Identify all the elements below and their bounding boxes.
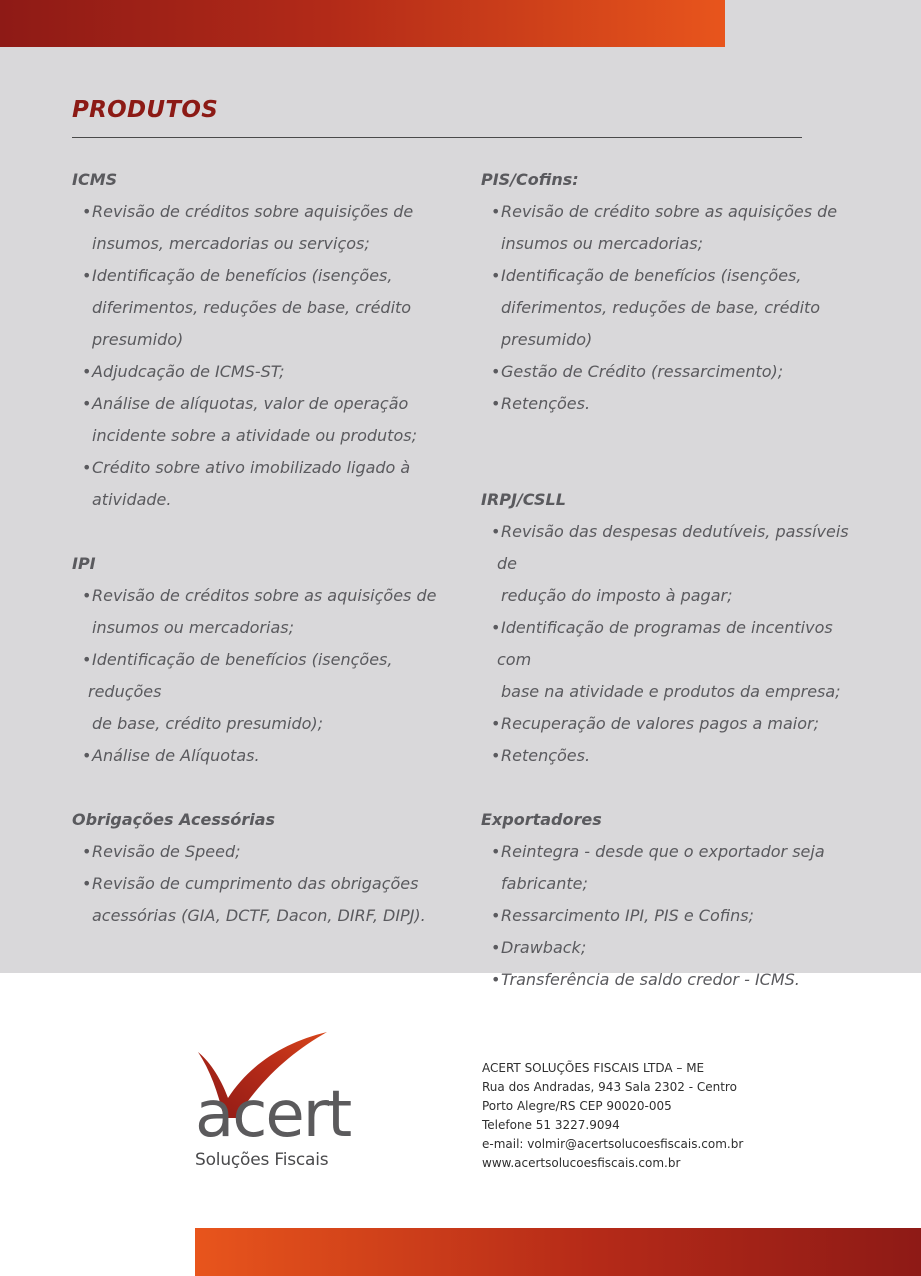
section-title: ICMS	[72, 170, 118, 189]
list-item-text: fabricante;	[501, 874, 588, 893]
contact-address: Rua dos Andradas, 943 Sala 2302 - Centro	[482, 1080, 737, 1094]
list-item-text: insumos ou mercadorias;	[92, 618, 294, 637]
list-item-continuation	[72, 324, 457, 356]
bullet-icon: •	[82, 202, 92, 221]
right-column	[481, 164, 871, 996]
product-section	[72, 164, 457, 516]
list-item-text: diferimentos, reduções de base, crédito	[92, 298, 412, 317]
list-item-continuation	[72, 420, 457, 452]
list-item-continuation	[72, 708, 457, 740]
bullet-icon: •	[82, 842, 92, 861]
list-item	[72, 356, 457, 388]
left-column	[72, 164, 457, 932]
bullet-icon: •	[491, 202, 501, 221]
list-item-continuation	[72, 900, 457, 932]
list-item-text: Revisão de Speed;	[92, 842, 241, 861]
list-item	[481, 964, 871, 996]
bullet-icon: •	[491, 938, 501, 957]
section-gap	[481, 772, 871, 804]
list-item	[481, 900, 871, 932]
section-gap	[481, 420, 871, 484]
top-accent-bar	[0, 0, 725, 47]
page-title: PRODUTOS	[72, 97, 219, 123]
list-item-continuation	[72, 484, 457, 516]
section-gap	[72, 516, 457, 548]
list-item-text: de base, crédito presumido);	[92, 714, 324, 733]
list-item-continuation	[72, 612, 457, 644]
list-item	[72, 740, 457, 772]
list-item-text: Ressarcimento IPI, PIS e Cofins;	[501, 906, 754, 925]
list-item	[72, 388, 457, 420]
list-item-text: acessórias (GIA, DCTF, Dacon, DIRF, DIPJ).	[92, 906, 426, 925]
list-item-text: Recuperação de valores pagos a maior;	[501, 714, 820, 733]
list-item-text: atividade.	[92, 490, 172, 509]
list-item-text: insumos ou mercadorias;	[501, 234, 703, 253]
list-item-text: Análise de Alíquotas.	[92, 746, 260, 765]
list-item	[481, 516, 871, 580]
list-item	[481, 388, 871, 420]
bullet-icon: •	[491, 746, 501, 765]
list-item-text: Reintegra - desde que o exportador seja	[501, 842, 825, 861]
list-item	[72, 196, 457, 228]
list-item	[481, 356, 871, 388]
list-item-continuation	[481, 324, 871, 356]
list-item-continuation	[481, 580, 871, 612]
contact-block	[482, 1059, 743, 1173]
bullet-icon: •	[82, 362, 92, 381]
section-title: IRPJ/CSLL	[481, 490, 566, 509]
bullet-icon: •	[82, 394, 92, 413]
section-title: IPI	[72, 554, 96, 573]
product-section	[481, 164, 871, 420]
product-section	[72, 804, 457, 932]
list-item-text: Identificação de benefícios (isenções,	[92, 266, 393, 285]
logo-subtitle: Soluções Fiscais	[195, 1150, 329, 1170]
section-title: Obrigações Acessórias	[72, 810, 276, 829]
list-item-text: Adjudcação de ICMS-ST;	[92, 362, 285, 381]
list-item	[72, 836, 457, 868]
list-item-text: base na atividade e produtos da empresa;	[501, 682, 841, 701]
list-item-text: Análise de alíquotas, valor de operação	[92, 394, 409, 413]
list-item-text: Retenções.	[501, 394, 591, 413]
list-item-continuation	[72, 228, 457, 260]
list-item	[72, 580, 457, 612]
product-section	[72, 548, 457, 772]
list-item-text: Transferência de saldo credor - ICMS.	[501, 970, 800, 989]
list-item	[72, 260, 457, 292]
list-item	[481, 196, 871, 228]
list-item-text: presumido)	[501, 330, 593, 349]
title-divider	[72, 137, 802, 138]
list-item-text: incidente sobre a atividade ou produtos;	[92, 426, 417, 445]
contact-website[interactable]: www.acertsolucoesfiscais.com.br	[482, 1156, 681, 1170]
section-gap	[72, 772, 457, 804]
list-item	[72, 868, 457, 900]
bullet-icon: •	[491, 842, 501, 861]
list-item-continuation	[481, 292, 871, 324]
contact-company: ACERT SOLUÇÕES FISCAIS LTDA – ME	[482, 1061, 705, 1075]
bullet-icon: •	[491, 970, 501, 989]
list-item	[481, 260, 871, 292]
list-item	[481, 708, 871, 740]
bullet-icon: •	[82, 458, 92, 477]
contact-email[interactable]: e-mail: volmir@acertsolucoesfiscais.com.br	[482, 1137, 744, 1151]
bullet-icon: •	[491, 266, 501, 285]
list-item-text: presumido)	[92, 330, 184, 349]
contact-city: Porto Alegre/RS CEP 90020-005	[482, 1099, 672, 1113]
list-item	[72, 644, 457, 708]
list-item	[481, 740, 871, 772]
bullet-icon: •	[491, 394, 501, 413]
bullet-icon: •	[491, 618, 501, 637]
list-item-text: Revisão das despesas dedutíveis, passíveis de	[497, 522, 849, 573]
list-item	[72, 452, 457, 484]
bullet-icon: •	[491, 714, 501, 733]
logo-wordmark: acert	[195, 1078, 351, 1152]
list-item-text: Retenções.	[501, 746, 591, 765]
list-item-text: Revisão de créditos sobre aquisições de	[92, 202, 414, 221]
list-item-text: diferimentos, reduções de base, crédito	[501, 298, 821, 317]
list-item-text: redução do imposto à pagar;	[501, 586, 733, 605]
list-item	[481, 612, 871, 676]
list-item-continuation	[481, 868, 871, 900]
product-section	[481, 804, 871, 996]
list-item-text: Identificação de benefícios (isenções,	[501, 266, 802, 285]
bullet-icon: •	[82, 874, 92, 893]
list-item	[481, 836, 871, 868]
bullet-icon: •	[82, 266, 92, 285]
bottom-accent-bar	[195, 1228, 921, 1276]
list-item	[481, 932, 871, 964]
product-section	[481, 484, 871, 772]
bullet-icon: •	[491, 522, 501, 541]
bullet-icon: •	[491, 362, 501, 381]
list-item-text: Revisão de cumprimento das obrigações	[92, 874, 419, 893]
list-item-text: Gestão de Crédito (ressarcimento);	[501, 362, 784, 381]
section-title: PIS/Cofins:	[481, 170, 579, 189]
list-item-continuation	[72, 292, 457, 324]
contact-phone: Telefone 51 3227.9094	[482, 1118, 620, 1132]
list-item-text: Drawback;	[501, 938, 587, 957]
bullet-icon: •	[82, 586, 92, 605]
list-item-text: Crédito sobre ativo imobilizado ligado à	[92, 458, 411, 477]
section-title: Exportadores	[481, 810, 602, 829]
list-item-continuation	[481, 676, 871, 708]
list-item-text: Identificação de benefícios (isenções, reduções	[88, 650, 393, 701]
list-item-text: insumos, mercadorias ou serviços;	[92, 234, 370, 253]
list-item-text: Identificação de programas de incentivos com	[497, 618, 833, 669]
bullet-icon: •	[82, 746, 92, 765]
bullet-icon: •	[491, 906, 501, 925]
list-item-text: Revisão de créditos sobre as aquisições de	[92, 586, 437, 605]
list-item-continuation	[481, 228, 871, 260]
list-item-text: Revisão de crédito sobre as aquisições de	[501, 202, 838, 221]
bullet-icon: •	[82, 650, 92, 669]
